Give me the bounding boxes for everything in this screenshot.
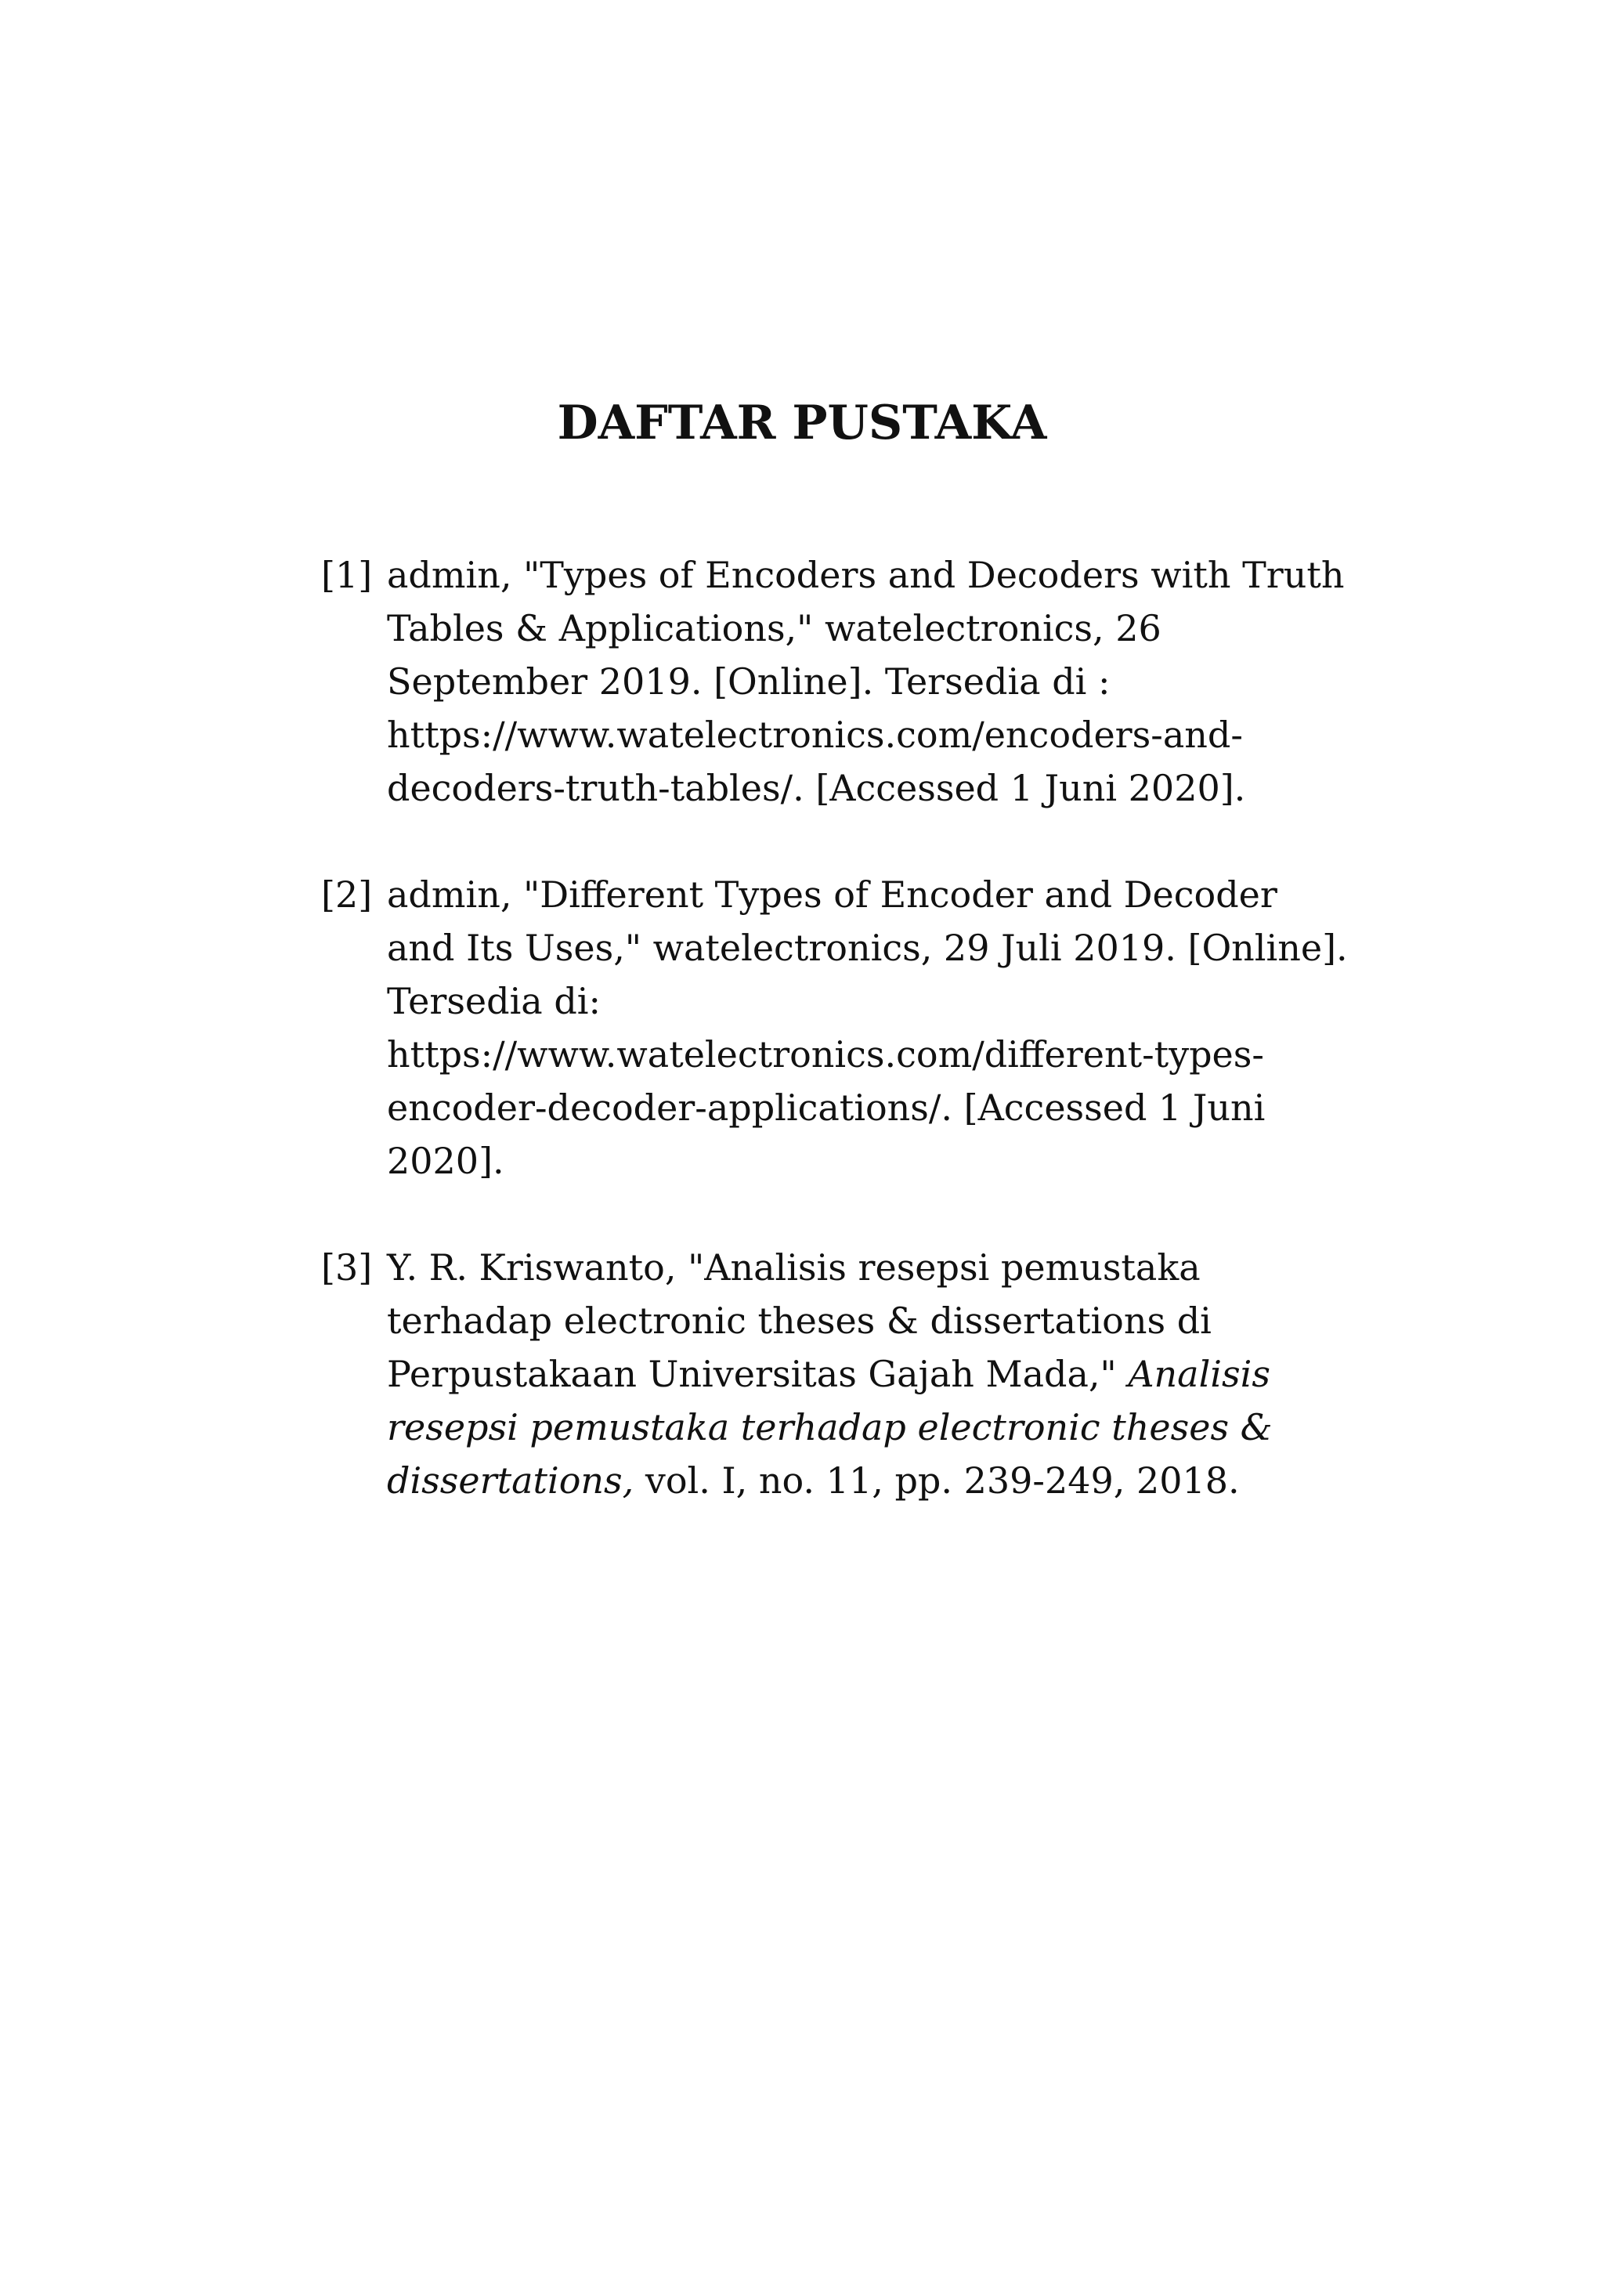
reference-line-plain: Perpustakaan Universitas Gajah Mada," xyxy=(387,1353,1129,1395)
reference-line: Tersedia di: xyxy=(387,980,602,1022)
reference-line: 2020]. xyxy=(387,1140,504,1182)
reference-list xyxy=(321,548,1348,1560)
reference-line: Tables & Applications," watelectronics, 26 xyxy=(387,607,1161,649)
journal-title-italic: dissertations, xyxy=(387,1459,634,1502)
reference-item-3 xyxy=(321,1241,1339,1507)
page-title: DAFTAR PUSTAKA xyxy=(557,396,1047,450)
reference-line xyxy=(387,1454,1339,1507)
reference-line-plain: vol. I, no. 11, pp. 239-249, 2018. xyxy=(634,1459,1240,1502)
reference-url-line: https://www.watelectronics.com/different-types- xyxy=(387,1033,1264,1076)
reference-text xyxy=(387,548,1344,815)
reference-line: encoder-decoder-applications/. [Accessed 1 Juni xyxy=(387,1087,1266,1129)
reference-text xyxy=(387,1241,1339,1507)
reference-item-2 xyxy=(321,868,1348,1188)
reference-number: [1] xyxy=(321,554,373,596)
reference-line: Y. R. Kriswanto, "Analisis resepsi pemustaka xyxy=(387,1246,1201,1289)
reference-line: admin, "Different Types of Encoder and Decoder xyxy=(387,873,1277,916)
reference-line: admin, "Types of Encoders and Decoders with Truth xyxy=(387,554,1345,596)
reference-line: decoders-truth-tables/. [Accessed 1 Juni 2020]. xyxy=(387,767,1246,809)
reference-line: and Its Uses," watelectronics, 29 Juli 2019. [Online]. xyxy=(387,927,1348,969)
reference-line xyxy=(387,1347,1339,1401)
reference-number: [3] xyxy=(321,1246,373,1289)
reference-number: [2] xyxy=(321,873,373,916)
reference-line: terhadap electronic theses & dissertations di xyxy=(387,1300,1212,1342)
journal-title-italic: resepsi pemustaka terhadap electronic theses & xyxy=(387,1406,1273,1448)
reference-text xyxy=(387,868,1348,1188)
reference-url-line: https://www.watelectronics.com/encoders-and- xyxy=(387,714,1243,756)
journal-title-italic: Analisis xyxy=(1128,1353,1270,1395)
reference-line: September 2019. [Online]. Tersedia di : xyxy=(387,660,1111,703)
reference-item-1 xyxy=(321,548,1345,815)
